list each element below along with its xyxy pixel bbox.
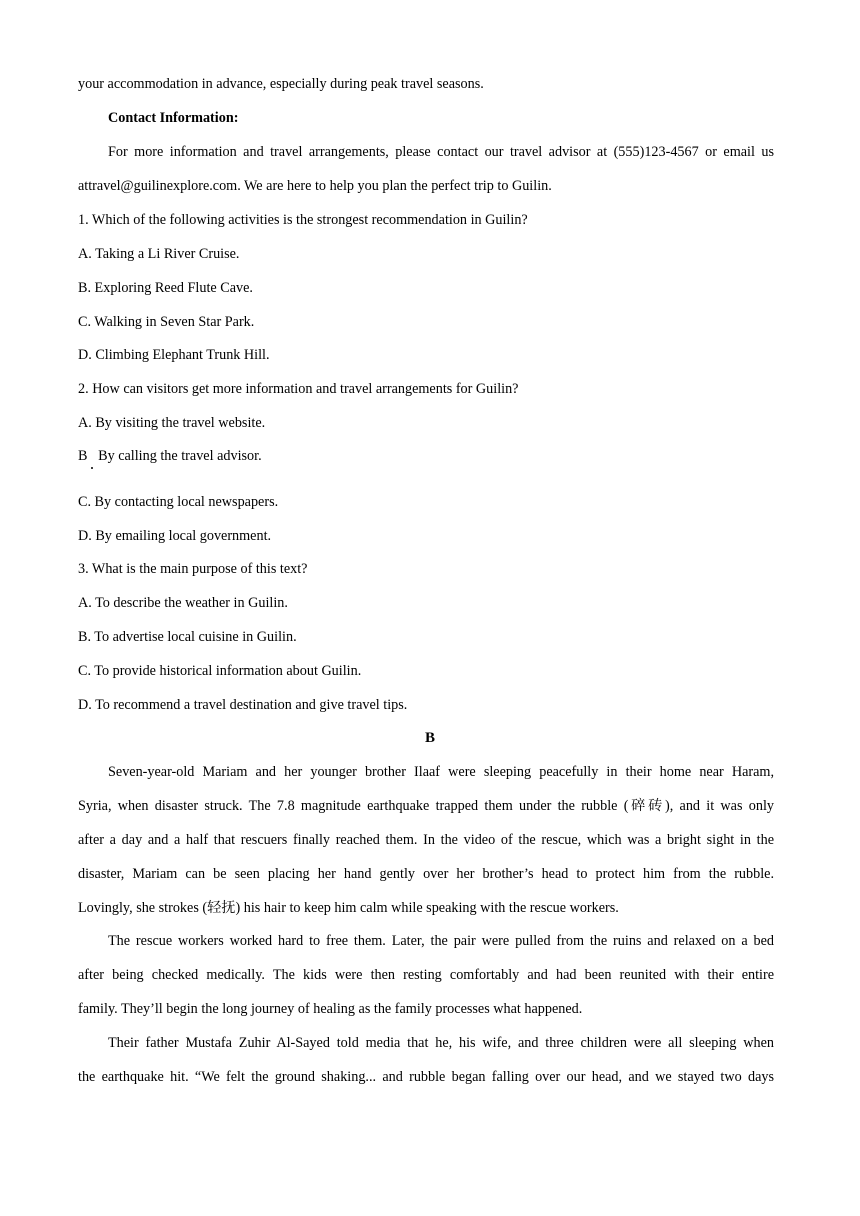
passage-b-line: the earthquake hit. “We felt the ground shaking... and rubble began falling over our head, and we stayed two days (78, 1069, 774, 1085)
question-1-option-b: B. Exploring Reed Flute Cave. (78, 280, 253, 296)
question-3-option-c: C. To provide historical information about Guilin. (78, 663, 362, 679)
passage-b-line: Syria, when disaster struck. The 7.8 magnitude earthquake trapped them under the rubble (碎砖), and it was only (78, 798, 774, 814)
contact-heading: Contact Information: (108, 110, 239, 126)
passage-b-line: Their father Mustafa Zuhir Al-Sayed told media that he, his wife, and three children were all sleeping when (108, 1035, 774, 1051)
question-3-option-a: A. To describe the weather in Guilin. (78, 595, 288, 611)
contact-line-1: For more information and travel arrangements, please contact our travel advisor at (555)123-4567 or email us (108, 144, 774, 160)
question-2-option-d: D. By emailing local government. (78, 528, 272, 544)
passage-b-line: family. They’ll begin the long journey of healing as the family processes what happened. (78, 1001, 583, 1017)
stray-dot-mark (91, 467, 93, 469)
question-3-option-d: D. To recommend a travel destination and give travel tips. (78, 697, 408, 713)
contact-line-2: attravel@guilinexplore.com. We are here to help you plan the perfect trip to Guilin. (78, 178, 552, 194)
question-1-option-a: A. Taking a Li River Cruise. (78, 246, 240, 262)
passage-b-line: Seven-year-old Mariam and her younger brother Ilaaf were sleeping peacefully in their home near Haram, (108, 764, 774, 780)
passage-b-line: The rescue workers worked hard to free them. Later, the pair were pulled from the ruins and relaxed on a bed (108, 933, 774, 949)
question-1-option-c: C. Walking in Seven Star Park. (78, 314, 255, 330)
passage-b-heading: B (424, 730, 435, 746)
question-1-stem: 1. Which of the following activities is the strongest recommendation in Guilin? (78, 212, 528, 228)
passage-b-line: after being checked medically. The kids were then resting comfortably and had been reunited with their entire (78, 967, 774, 983)
question-2-option-c: C. By contacting local newspapers. (78, 494, 279, 510)
passage-b-line: after a day and a half that rescuers finally reached them. In the video of the rescue, which was a bright sight in the (78, 832, 774, 848)
question-2-stem: 2. How can visitors get more information and travel arrangements for Guilin? (78, 381, 519, 397)
passage-b-line: disaster, Mariam can be seen placing her hand gently over her brother’s head to protect him from the rubble. (78, 866, 774, 882)
passage-b-line: Lovingly, she strokes (轻抚) his hair to keep him calm while speaking with the rescue workers. (78, 900, 619, 916)
question-3-option-b: B. To advertise local cuisine in Guilin. (78, 629, 297, 645)
question-2-option-a: A. By visiting the travel website. (78, 415, 266, 431)
accommodation-line: your accommodation in advance, especially during peak travel seasons. (78, 76, 484, 92)
question-1-option-d: D. Climbing Elephant Trunk Hill. (78, 347, 270, 363)
question-2-option-b: B By calling the travel advisor. (78, 448, 262, 464)
question-3-stem: 3. What is the main purpose of this text? (78, 561, 308, 577)
